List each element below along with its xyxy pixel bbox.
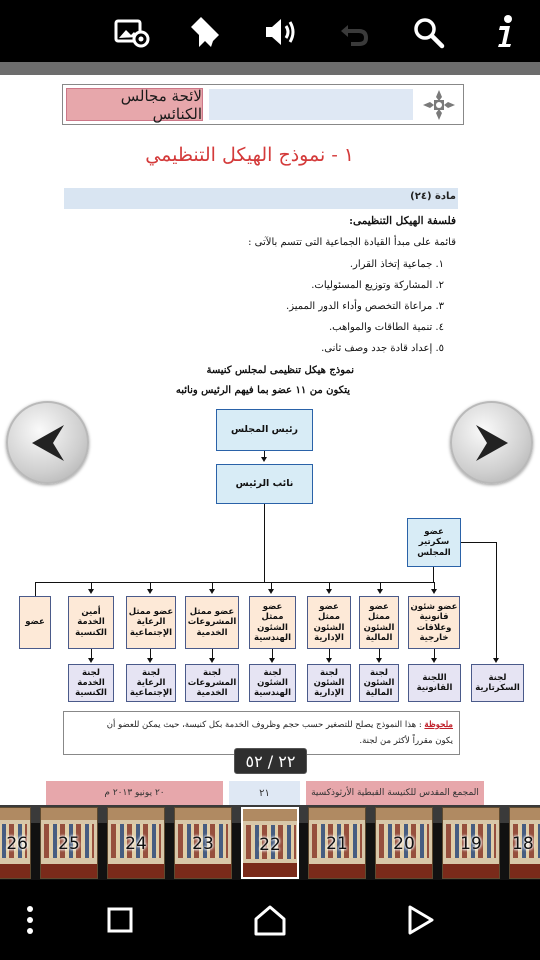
page-header — [62, 84, 464, 125]
chart-box-member: عضو ممثل الشئون المالية — [359, 596, 399, 649]
chart-box-member: عضو ممثل الشئون الإدارية — [307, 596, 351, 649]
chart-box-committee: لجنة الشئون الإدارية — [307, 664, 351, 702]
church-emblem-icon — [419, 88, 459, 122]
philosophy-heading: فلسفة الهيكل التنظيمى: — [349, 215, 456, 227]
chart-arrow — [209, 658, 215, 663]
chart-arrow — [268, 589, 274, 594]
thumbnail-strip[interactable] — [0, 805, 540, 880]
model-title: نموذج هيكل تنظيمى لمجلس كنيسة — [206, 365, 354, 376]
chart-arrow — [88, 589, 94, 594]
chart-arrow — [88, 658, 94, 663]
chart-box-member: عضو ممثل الرعاية الإجتماعية — [126, 596, 176, 649]
page-thumbnail[interactable] — [509, 807, 540, 879]
note-text-continued: يكون مقرراً لأكثر من لجنة. — [359, 736, 453, 747]
play-icon[interactable] — [390, 900, 450, 940]
top-toolbar — [0, 0, 540, 62]
thumbnail-number: 24 — [125, 834, 147, 854]
note-text: : هذا النموذج يصلح للتصغير حسب حجم وظروف الخدمة بكل كنيسة، حيث يمكن للعضو أن — [106, 720, 422, 730]
previous-page-button[interactable] — [6, 401, 89, 484]
footer-date: ٢٠ يونيو ٢٠١٣ م — [46, 781, 223, 805]
chart-box-committee: لجنة الرعاية الإجتماعية — [126, 664, 176, 702]
chart-box-member: عضو ممثل الشئون الهندسية — [249, 596, 296, 649]
page-thumbnail[interactable] — [375, 807, 433, 879]
list-item: ٣. مراعاة التخصص وأداء الدور المميز. — [286, 301, 444, 312]
note-label: ملحوظة — [424, 720, 453, 730]
page-thumbnail[interactable] — [308, 807, 366, 879]
intro-text: قائمة على مبدأ القيادة الجماعية التى تتسم بالآتى : — [248, 237, 456, 248]
chart-connector — [433, 567, 434, 582]
article-band — [64, 188, 458, 209]
header-label: لائحة مجالس الكنائس — [66, 88, 203, 121]
chart-box-committee: لجنة المشروعات الخدمية — [185, 664, 239, 702]
chart-box-secretary: عضو سكرتير المجلس — [407, 518, 461, 567]
chart-arrow — [431, 658, 437, 663]
chart-arrow — [326, 658, 332, 663]
chart-box-committee: لجنة السكرتارية — [471, 664, 524, 702]
volume-icon[interactable] — [260, 12, 300, 52]
list-item: ٤. تنمية الطاقات والمواهب. — [328, 322, 444, 333]
thumbnail-number: 26 — [6, 834, 28, 854]
list-item: ٢. المشاركة وتوزيع المسئوليات. — [311, 280, 444, 291]
page-thumbnail-current[interactable] — [241, 807, 299, 879]
thumbnail-number: 18 — [512, 834, 534, 854]
thumbnail-number: 23 — [192, 834, 214, 854]
menu-icon[interactable] — [0, 900, 60, 940]
chart-box-member: عضو ممثل المشروعات الخدمية — [185, 596, 239, 649]
home-icon[interactable] — [240, 900, 300, 940]
chart-arrow — [431, 589, 437, 594]
chart-connector — [496, 542, 497, 659]
chart-box-member: عضو شئون قانونية وعلاقات خارجية — [408, 596, 460, 649]
undo-icon[interactable] — [334, 12, 374, 52]
chart-box-member: عضو — [19, 596, 51, 649]
thumbnail-number: 19 — [460, 834, 482, 854]
toolbar-divider — [0, 62, 540, 75]
footer-page-number: ٢١ — [229, 781, 300, 805]
page-indicator: ٢٢ / ٥٢ — [234, 748, 307, 774]
page-thumbnail[interactable] — [40, 807, 98, 879]
chart-arrow — [147, 658, 153, 663]
page-thumbnail[interactable] — [0, 807, 31, 879]
thumbnail-number: 20 — [393, 834, 415, 854]
arrow-right-icon — [470, 421, 514, 465]
chart-arrow — [147, 589, 153, 594]
thumbnail-number: 21 — [326, 834, 348, 854]
system-navigation-bar — [0, 880, 540, 960]
chart-box-committee: لجنة الخدمة الكنسية — [68, 664, 114, 702]
bookmark-icon[interactable] — [184, 12, 224, 52]
thumbnail-number: 25 — [58, 834, 80, 854]
chart-arrow — [269, 658, 275, 663]
search-icon[interactable] — [408, 12, 448, 52]
article-number: مادة (٢٤) — [410, 191, 456, 202]
model-subtitle: يتكون من ١١ عضو بما فيهم الرئيس ونائبه — [175, 385, 350, 396]
chart-box-committee: لجنة الشئون الهندسية — [249, 664, 296, 702]
chart-box-committee: اللجنة القانونية — [408, 664, 461, 702]
list-item: ١. جماعية إتخاذ القرار. — [349, 259, 444, 270]
chart-box-vice: نائب الرئيس — [216, 464, 313, 504]
page-thumbnail[interactable] — [174, 807, 232, 879]
chart-arrow — [326, 589, 332, 594]
chart-box-chairman: رئيس المجلس — [216, 409, 313, 451]
recents-icon[interactable] — [90, 900, 150, 940]
chart-connector — [35, 582, 36, 596]
info-icon[interactable] — [484, 12, 524, 52]
next-page-button[interactable] — [450, 401, 533, 484]
chart-arrow — [377, 589, 383, 594]
chart-connector — [35, 582, 434, 583]
chart-arrow — [261, 457, 267, 462]
chart-arrow — [209, 589, 215, 594]
header-band — [209, 89, 413, 120]
page-thumbnail[interactable] — [442, 807, 500, 879]
thumbnail-number: 22 — [259, 835, 281, 855]
chart-box-member: أمين الخدمة الكنسية — [68, 596, 114, 649]
chart-box-committee: لجنة الشئون المالية — [359, 664, 399, 702]
footer-publisher: المجمع المقدس للكنيسة القبطية الأرثوذكسية — [306, 781, 484, 805]
chart-arrow — [376, 658, 382, 663]
arrow-left-icon — [26, 421, 70, 465]
page-thumbnail[interactable] — [107, 807, 165, 879]
chart-connector — [264, 504, 265, 582]
image-settings-icon[interactable] — [112, 12, 152, 52]
list-item: ٥. إعداد قادة جدد وصف ثانى. — [321, 343, 444, 354]
chart-connector — [461, 542, 497, 543]
section-title: ١ - نموذج الهيكل التنظيمي — [145, 144, 354, 166]
chart-arrow — [493, 658, 499, 663]
